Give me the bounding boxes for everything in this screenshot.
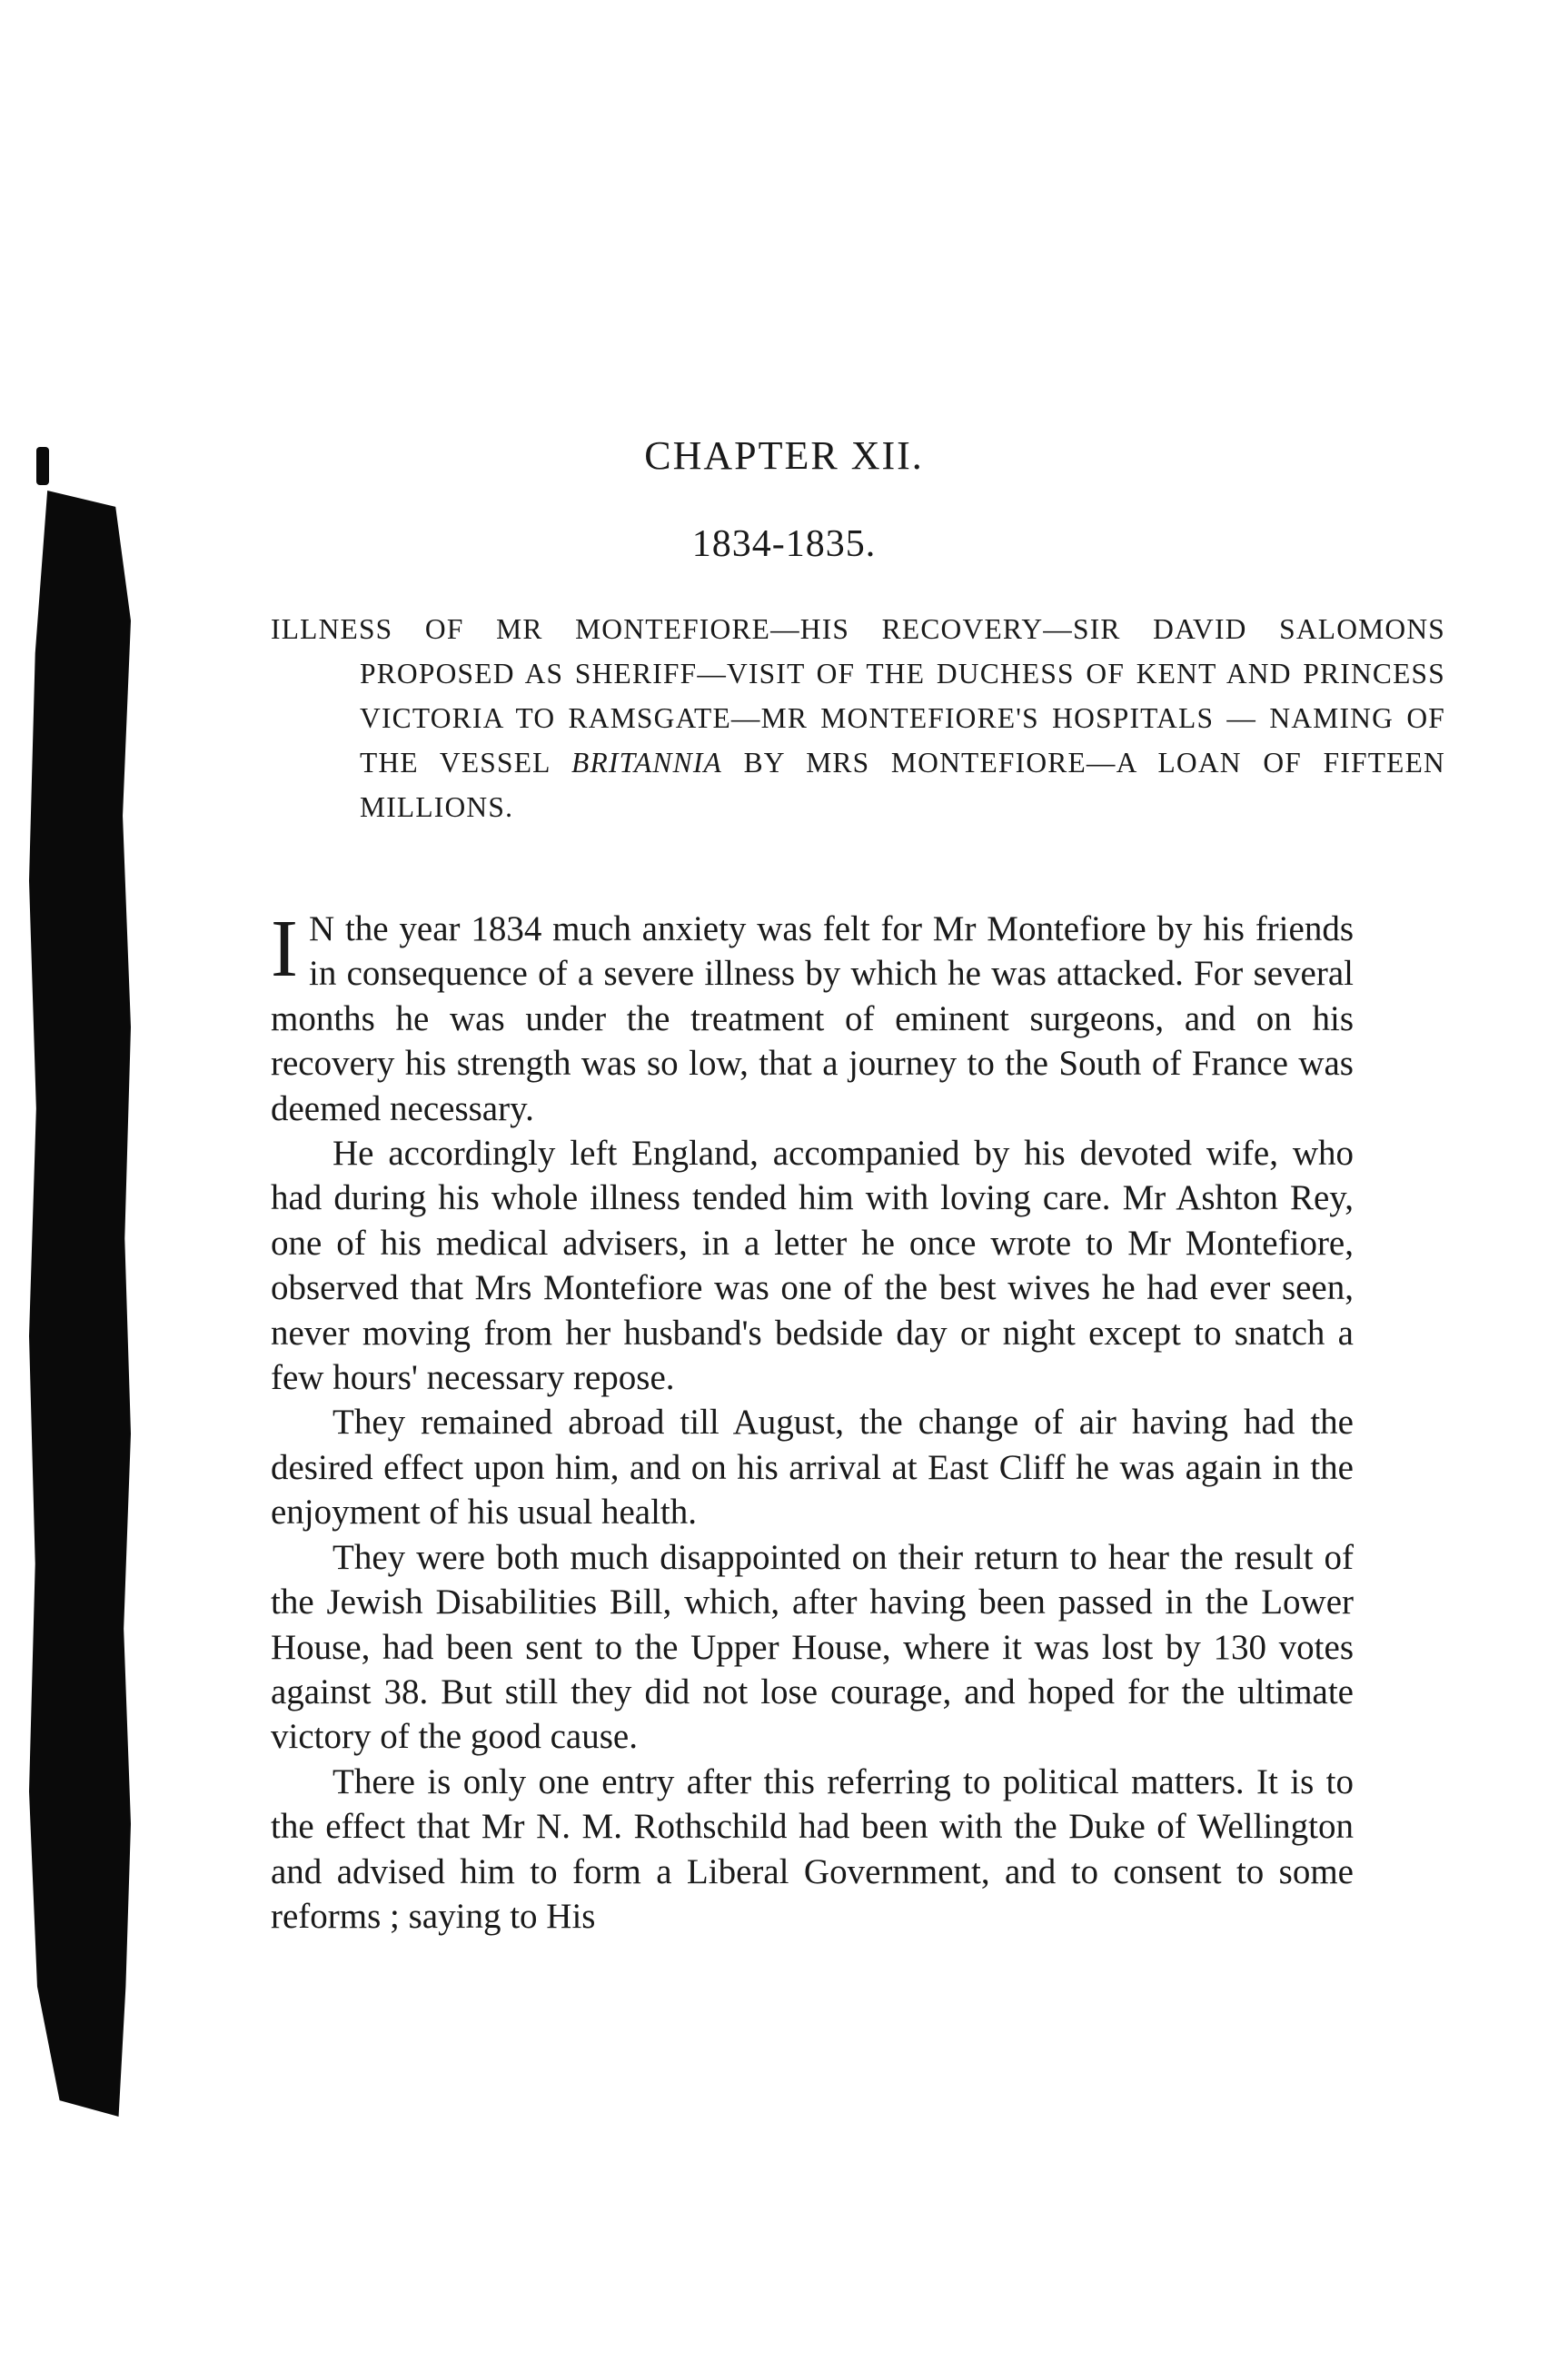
chapter-title: CHAPTER XII.: [644, 433, 924, 478]
chapter-years: 1834-1835.: [691, 523, 877, 565]
drop-cap: I: [271, 904, 298, 994]
paragraph-1-text: N the year 1834 much anxiety was felt for Mr Montefiore by his friends in consequence of a severe illness by which he was attacked. For several months he was under the treatment of eminent surgeons, and on his recovery his strength was so low, that a journey to the South of France was deemed necessary.: [271, 909, 1354, 1128]
body-text: [271, 904, 1354, 1939]
paragraph-4: They were both much disappointed on their return to hear the result of the Jewish Disabilities Bill, which, after having been passed in the Lower House, had been sent to the Upper House, where it was lost by 130 votes against 38. But still they did not lose courage, and hoped for the ultimate victory of the good cause.: [271, 1537, 1354, 1757]
page-binding-shadow: [29, 491, 131, 2117]
summary-part-2: BY MRS MONTEFIORE—A LOAN OF FIFTEEN MILLIONS.: [360, 747, 1446, 823]
paragraph-2: He accordingly left England, accompanied by his devoted wife, who had during his whole illness tended him with loving care. Mr Ashton Rey, one of his medical advisers, in a letter he once wrote to Mr Montefiore, observed that Mrs Montefiore was one of the best wives he had ever seen, never moving from her husband's bedside day or night except to snatch a few hours' necessary repose.: [271, 1134, 1354, 1398]
chapter-summary: [271, 607, 1445, 829]
paragraph-5: There is only one entry after this referring to political matters. It is to the effect that Mr N. M. Rothschild had been with the Duke of Wellington and advised him to form a Liberal Government, and to consent to some reforms ; saying to His: [271, 1761, 1354, 1936]
summary-part-1: ILLNESS OF MR MONTEFIORE—HIS RECOVERY—SIR DAVID SALOMONS PROPOSED AS SHERIFF—VISIT OF THE DUCHESS OF KENT AND PRINCESS VICTORIA TO RAMSGATE—MR MONTEFIORE'S HOSPITALS — NAMING OF THE VESSEL: [271, 613, 1445, 779]
paragraph-3: They remained abroad till August, the change of air having had the desired effect upon him, and on his arrival at East Cliff he was again in the enjoyment of his usual health.: [271, 1403, 1354, 1533]
paragraph-1: [271, 904, 1354, 1131]
vessel-name: BRITANNIA: [571, 747, 722, 779]
